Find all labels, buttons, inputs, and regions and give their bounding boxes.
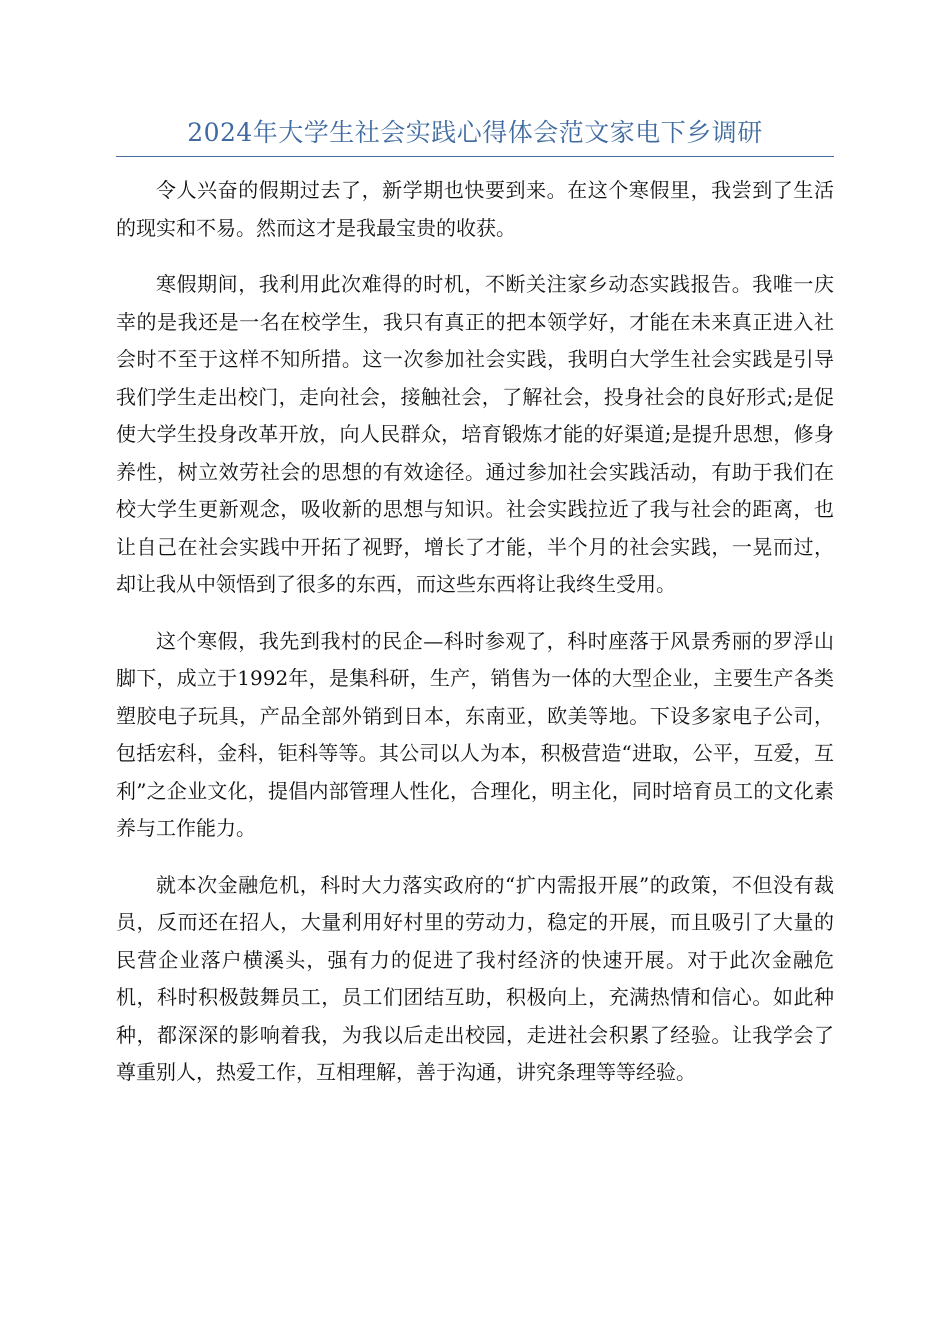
paragraph-1: 令人兴奋的假期过去了，新学期也快要到来。在这个寒假里，我尝到了生活的现实和不易。然而这才是我最宝贵的收获。	[116, 178, 834, 240]
paragraph-3: 这个寒假，我先到我村的民企—科时参观了，科时座落于风景秀丽的罗浮山脚下，成立于1992年，是集科研，生产，销售为一体的大型企业，主要生产各类塑胶电子玩具，产品全部外销到日本，东南亚，欧美等地。下设多家电子公司，包括宏科，金科，钜科等等。其公司以人为本，积极营造“进取，公平，互爱，互利”之企业文化，提倡内部管理人性化，合理化，明主化，同时培育员工的文化素养与工作能力。	[116, 628, 834, 840]
paragraph-2: 寒假期间，我利用此次难得的时机，不断关注家乡动态实践报告。我唯一庆幸的是我还是一名在校学生，我只有真正的把本领学好，才能在未来真正进入社会时不至于这样不知所措。这一次参加社会实践，我明白大学生社会实践是引导我们学生走出校门，走向社会，接触社会，了解社会，投身社会的良好形式;是促使大学生投身改革开放，向人民群众，培育锻炼才能的好渠道;是提升思想，修身养性，树立效劳社会的思想的有效途径。通过参加社会实践活动，有助于我们在校大学生更新观念，吸收新的思想与知识。社会实践拉近了我与社会的距离，也让自己在社会实践中开拓了视野，增长了才能，半个月的社会实践，一晃而过，却让我从中领悟到了很多的东西，而这些东西将让我终生受用。	[116, 272, 834, 596]
document-title: 2024年大学生社会实践心得体会范文家电下乡调研	[187, 118, 763, 147]
document-body	[116, 172, 834, 1111]
title-block	[116, 110, 834, 157]
paragraph-4: 就本次金融危机，科时大力落实政府的“扩内需报开展”的政策，不但没有裁员，反而还在招人，大量利用好村里的劳动力，稳定的开展，而且吸引了大量的民营企业落户横溪头，强有力的促进了我村经济的快速开展。对于此次金融危机，科时积极鼓舞员工，员工们团结互助，积极向上，充满热情和信心。如此种种，都深深的影响着我，为我以后走出校园，走进社会积累了经验。让我学会了尊重别人，热爱工作，互相理解，善于沟通，讲究条理等等经验。	[116, 872, 834, 1084]
